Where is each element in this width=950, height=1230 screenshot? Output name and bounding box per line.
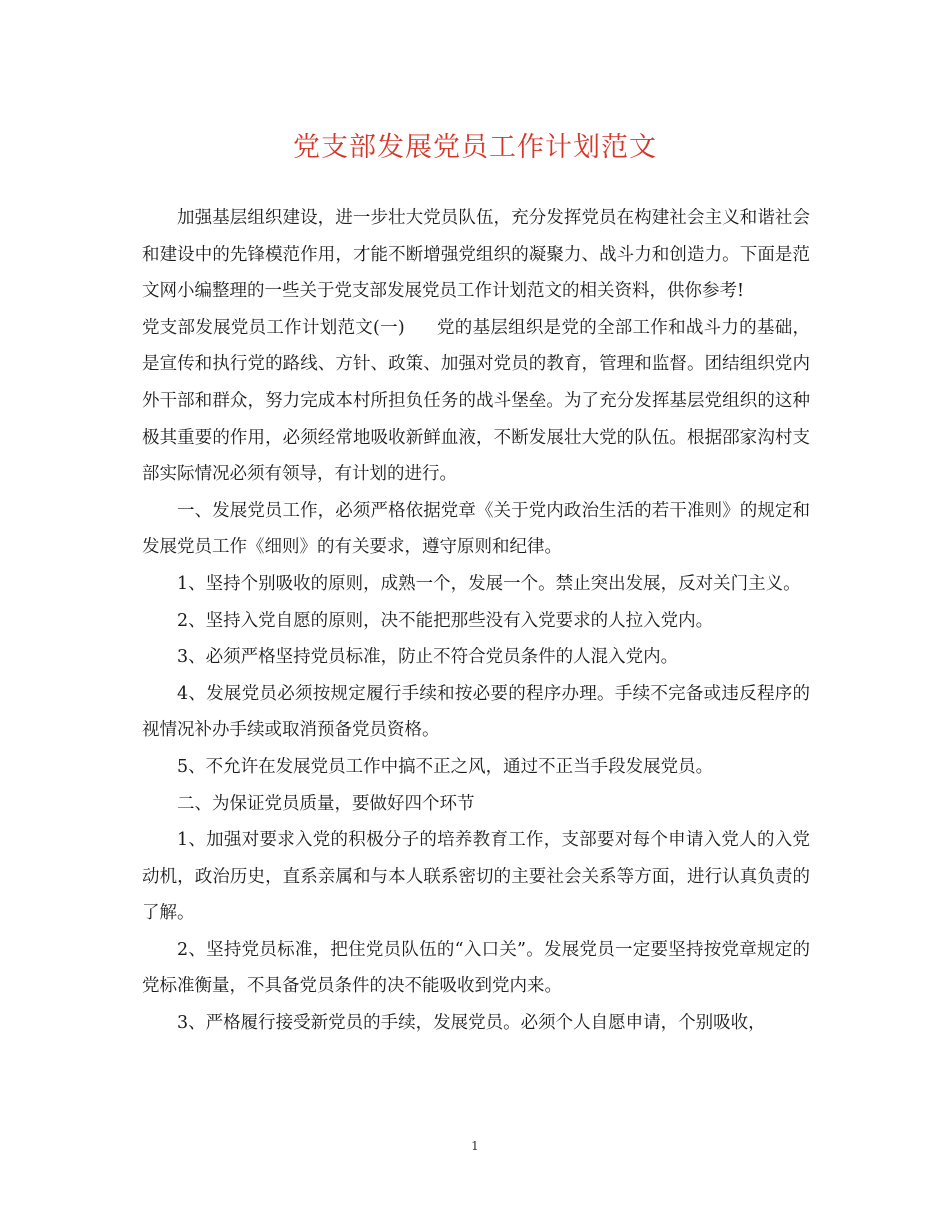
section-heading-two: 二、为保证党员质量，要做好四个环节 [177,793,475,814]
page-number: 1 [471,1139,479,1153]
list-item: 3、必须严格坚持党员标准，防止不符合党员条件的人混入党内。 [177,647,679,668]
list-item: 4、发展党员必须按规定履行手续和按必要的程序办理。手续不完备或违反程序的视情况补办手续或取消预备党员资格。 [142,683,810,741]
list-item: 5、不允许在发展党员工作中搞不正之风，通过不正当手段发展党员。 [177,756,714,777]
list-item: 1、加强对要求入党的积极分子的培养教育工作，支部要对每个申请入党人的入党动机，政治历史，直系亲属和与本人联系密切的主要社会关系等方面，进行认真负责的了解。 [142,830,810,924]
list-item: 1、坚持个别吸收的原则，成熟一个，发展一个。禁止突出发展，反对关门主义。 [177,573,801,594]
paragraph-section-one-intro [142,310,810,493]
list-item: 3、严格履行接受新党员的手续，发展党员。必须个人自愿申请，个别吸收， [177,1013,766,1034]
paragraph-principle: 一、发展党员工作，必须严格依据党章《关于党内政治生活的若干准则》的规定和发展党员工作《细则》的有关要求，遵守原则和纪律。 [142,500,810,558]
list-item: 2、坚持党员标准，把住党员队伍的“入口关”。发展党员一定要坚持按党章规定的党标准衡量，不具备党员条件的决不能吸收到党内来。 [142,939,810,997]
document-title: 党支部发展党员工作计划范文 [293,132,657,163]
list-item: 2、坚持入党自愿的原则，决不能把那些没有入党要求的人拉入党内。 [177,610,714,631]
section-heading: 党支部发展党员工作计划范文(一) [142,317,405,338]
document-body [142,200,810,1042]
paragraph-text: 党的基层组织是党的全部工作和战斗力的基础，是宣传和执行党的路线、方针、政策、加强对党员的教育，管理和监督。团结组织党内外干部和群众，努力完成本村所担负任务的战斗堡垒。为了充分发挥基层党组织的这种极其重要的作用，必须经常地吸收新鲜血液，不断发展壮大党的队伍。根据邵家沟村支部实际情况必须有领导，有计划的进行。 [142,317,811,485]
paragraph-intro: 加强基层组织建设，进一步壮大党员队伍，充分发挥党员在构建社会主义和谐社会和建设中的先锋模范作用，才能不断增强党组织的凝聚力、战斗力和创造力。下面是范文网小编整理的一些关于党支部发展党员工作计划范文的相关资料，供你参考! [142,208,810,302]
